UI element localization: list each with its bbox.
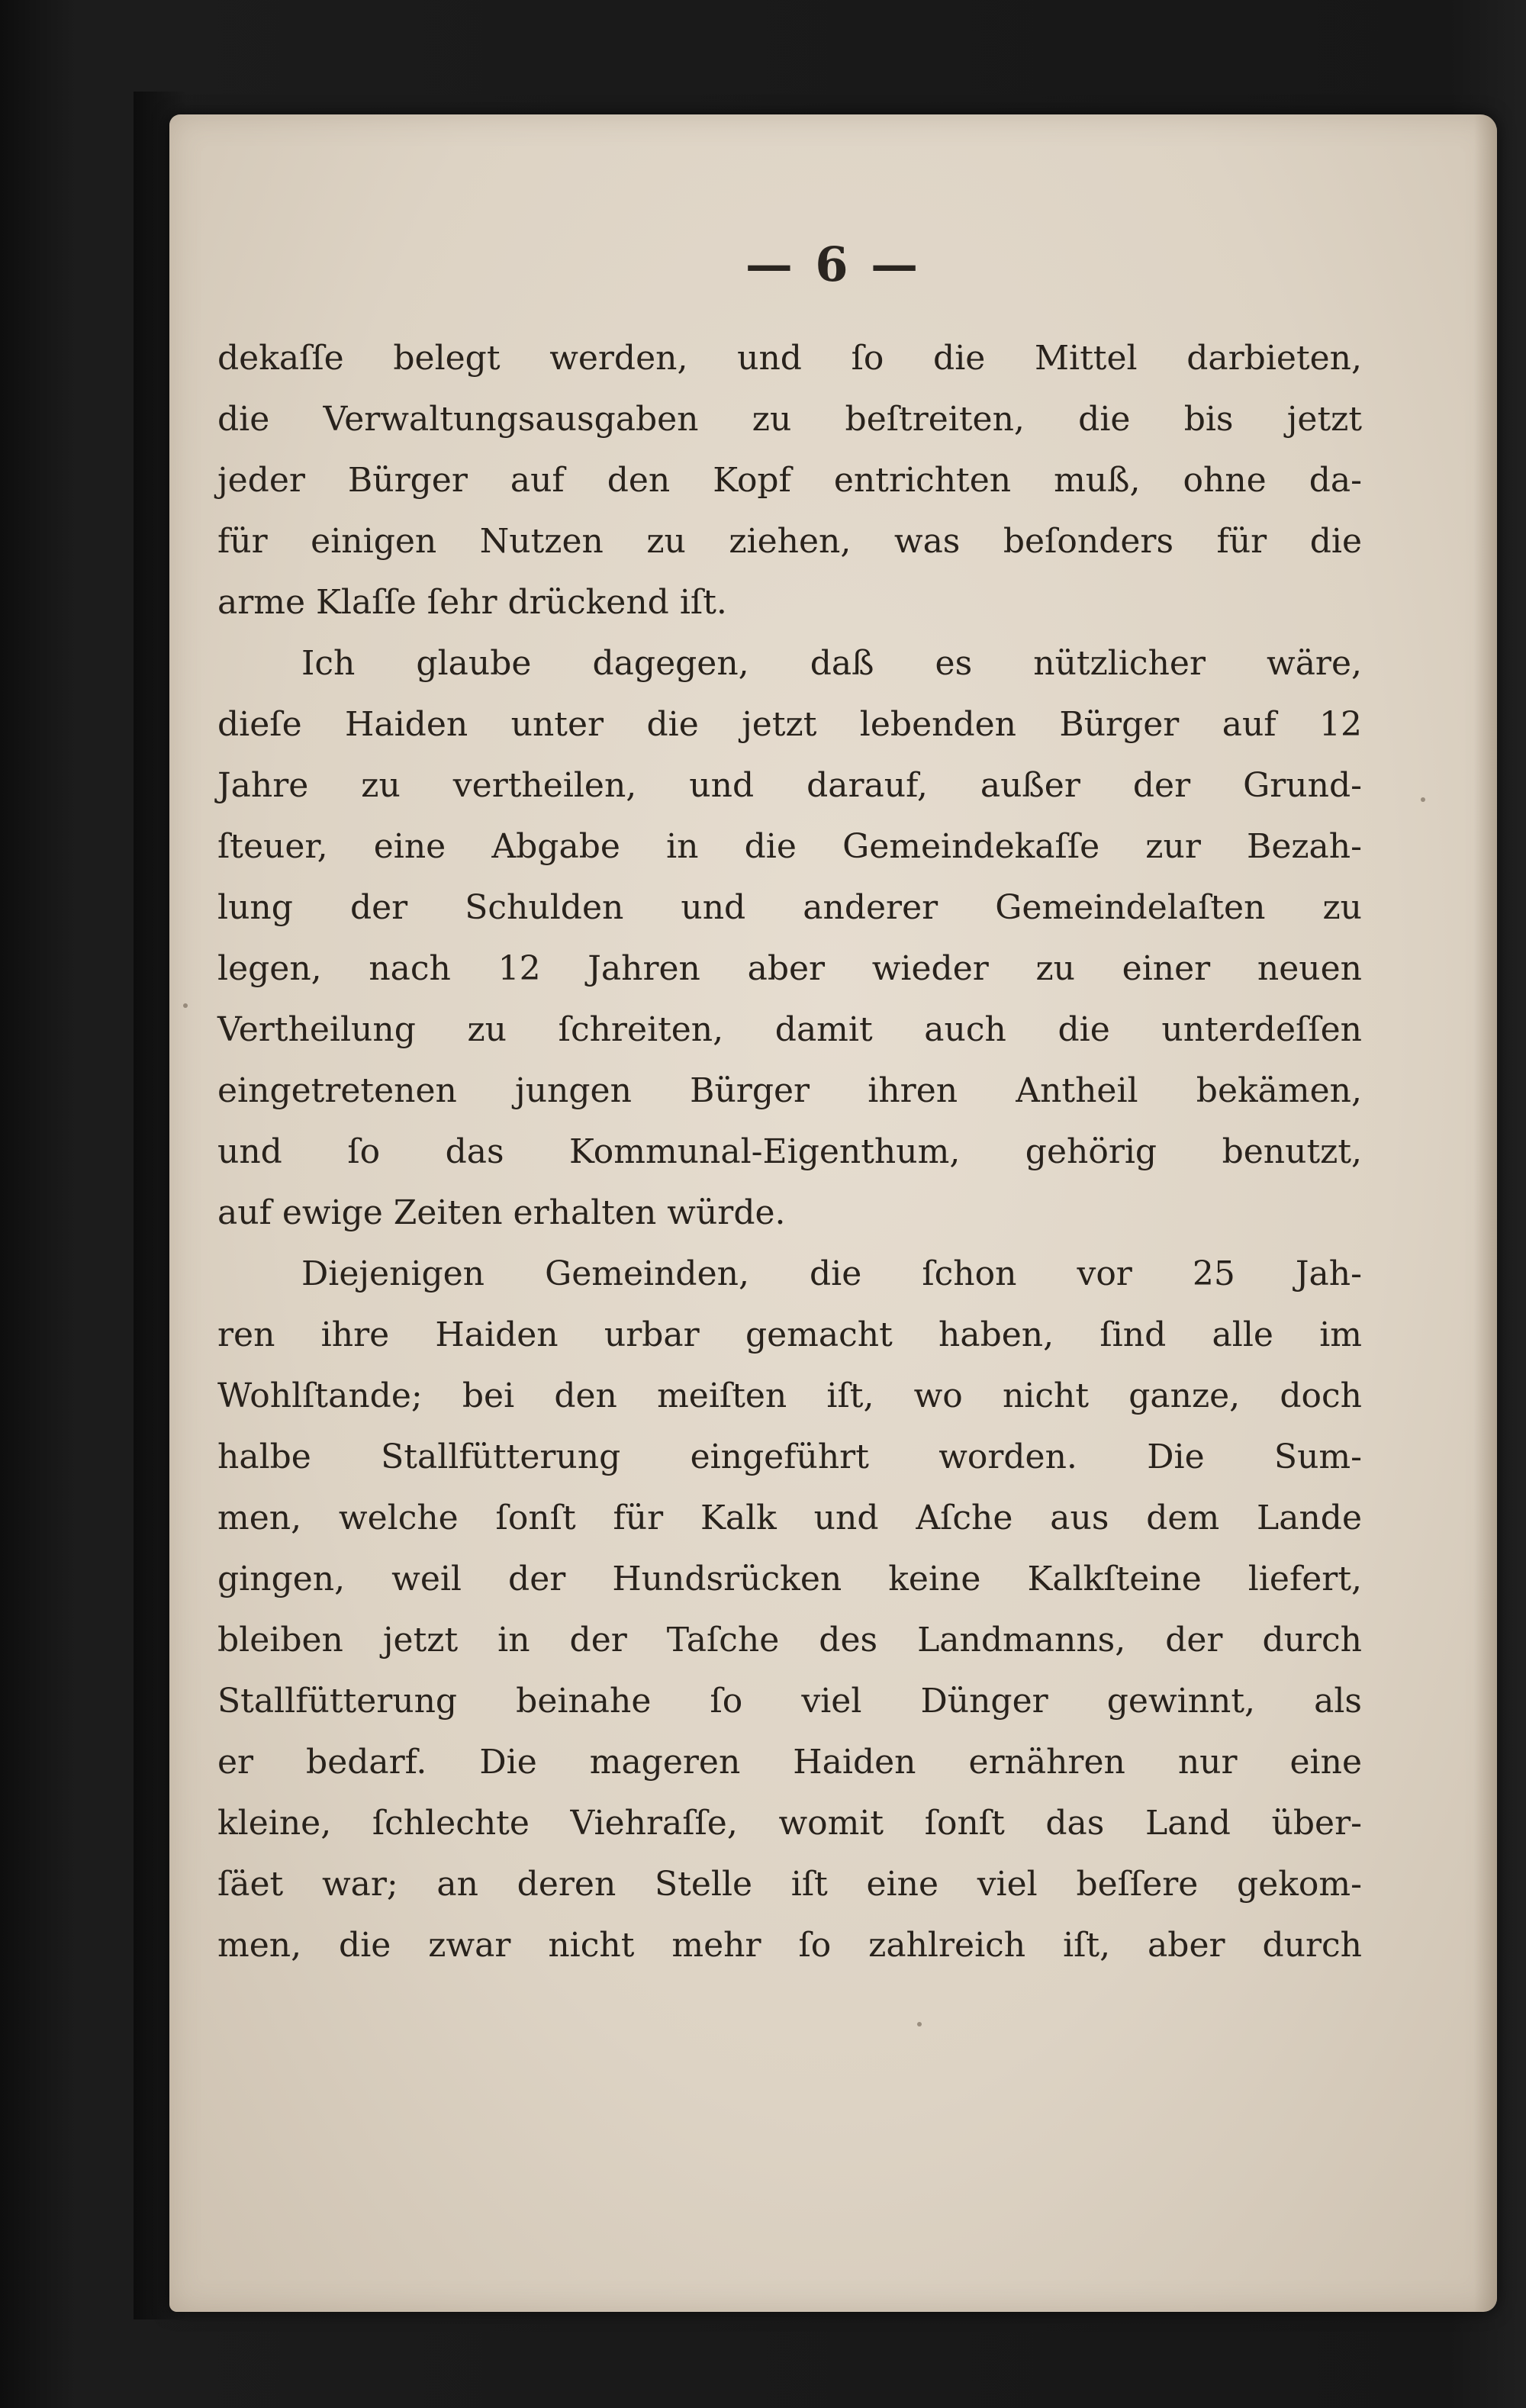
text-line: auf ewige Zeiten erhalten würde. [217,1193,786,1232]
text-line: ſteuer, eine Abgabe in die Gemeindekaſſe zur Bezah- [217,827,1362,866]
text-line: lung der Schulden und anderer Gemeindelaſten zu [217,888,1362,927]
paper-speck [183,1003,188,1008]
text-line: er bedarf. Die mageren Haiden ernähren nur eine [217,1743,1362,1782]
text-line: Stallfütterung beinahe ſo viel Dünger gewinnt, als [217,1682,1362,1721]
text-line: Wohlſtande; bei den meiſten iſt, wo nicht ganze, doch [217,1376,1362,1415]
text-line: dekaſſe belegt werden, und ſo die Mittel darbieten, [217,339,1362,378]
text-line: und ſo das Kommunal-Eigenthum, gehörig benutzt, [217,1132,1362,1171]
paragraph-start-line: Ich glaube dagegen, daß es nützlicher wäre, [301,644,1362,683]
paper-speck [917,2022,922,2027]
text-line: bleiben jetzt in der Taſche des Landmanns, der durch [217,1621,1362,1660]
text-line: arme Klaſſe ſehr drückend iſt. [217,583,727,622]
text-line: für einigen Nutzen zu ziehen, was beſonders für die [217,522,1362,561]
text-line: ren ihre Haiden urbar gemacht haben, ſind alle im [217,1315,1362,1354]
text-line: men, die zwar nicht mehr ſo zahlreich iſt, aber durch [217,1926,1362,1965]
body-text [217,328,1362,1976]
text-line: ſäet war; an deren Stelle iſt eine viel beſſere gekom- [217,1865,1362,1904]
text-line: Vertheilung zu ſchreiten, damit auch die unterdeſſen [217,1010,1362,1049]
text-line: gingen, weil der Hundsrücken keine Kalkſteine liefert, [217,1560,1362,1598]
text-line: halbe Stallfütterung eingeführt worden. Die Sum- [217,1437,1362,1476]
page-number: — 6 — [745,237,922,292]
text-line: legen, nach 12 Jahren aber wieder zu einer neuen [217,949,1362,988]
paragraph-start-line: Diejenigen Gemeinden, die ſchon vor 25 Jah- [301,1254,1362,1293]
text-line: dieſe Haiden unter die jetzt lebenden Bürger auf 12 [217,705,1362,744]
text-line: kleine, ſchlechte Viehraſſe, womit ſonſt das Land über- [217,1804,1362,1843]
text-line: men, welche ſonſt für Kalk und Aſche aus dem Lande [217,1499,1362,1537]
page-edge [1474,114,1497,2312]
text-line: jeder Bürger auf den Kopf entrichten muß, ohne da- [217,461,1362,500]
text-line: Jahre zu vertheilen, und darauf, außer der Grund- [217,766,1362,805]
paper-speck [1421,797,1425,802]
text-line: die Verwaltungsausgaben zu beſtreiten, die bis jetzt [217,400,1362,439]
text-line: eingetretenen jungen Bürger ihren Antheil bekämen, [217,1071,1362,1110]
